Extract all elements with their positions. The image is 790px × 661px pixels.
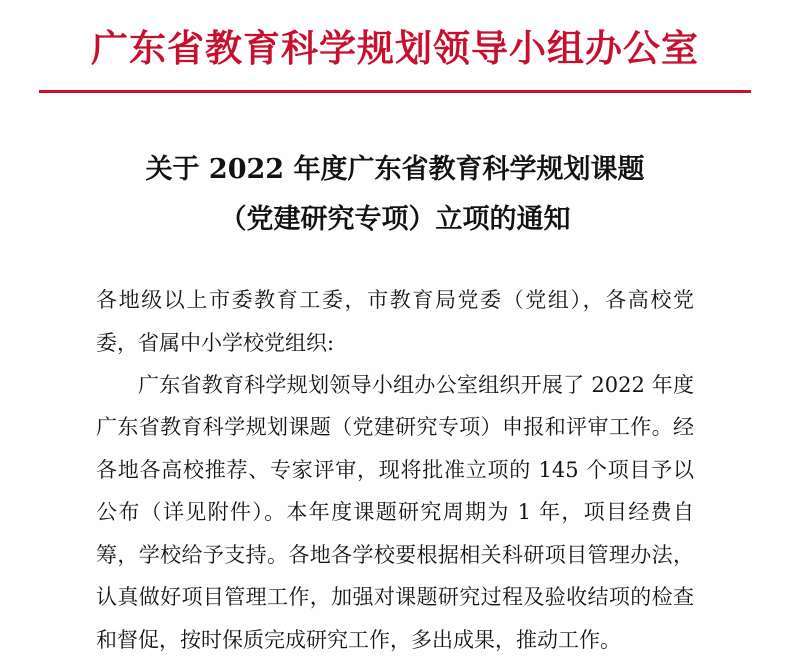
document-body xyxy=(96,279,694,661)
letterhead-masthead xyxy=(0,0,790,93)
document-title-line-1: 关于 2022 年度广东省教育科学规划课题 xyxy=(145,154,645,186)
addressee-line: 各地级以上市委教育工委，市教育局党委（党组），各高校党委，省属中小学校党组织: xyxy=(96,288,694,355)
masthead-divider-rule xyxy=(39,90,751,93)
issuing-organization-title: 广东省教育科学规划领导小组办公室 xyxy=(91,26,699,70)
document-title-line-2: （党建研究专项）立项的通知 xyxy=(219,204,571,236)
body-paragraph-1: 广东省教育科学规划领导小组办公室组织开展了 2022 年度广东省教育科学规划课题（党建研究专项）申报和评审工作。经各地各高校推荐、专家评审，现将批准立项的 145 个项目予以公布（详见附件）。本年度课题研究周期为 1 年，项目经费自筹，学校给予支持。各地各学校要根据相关科研项目管理办法，认真做好项目管理工作，加强对课题研究过程及验收结项的检查和督促，按时保质完成研究工作，多出成果，推动工作。 xyxy=(96,373,694,652)
document-title xyxy=(85,145,705,245)
